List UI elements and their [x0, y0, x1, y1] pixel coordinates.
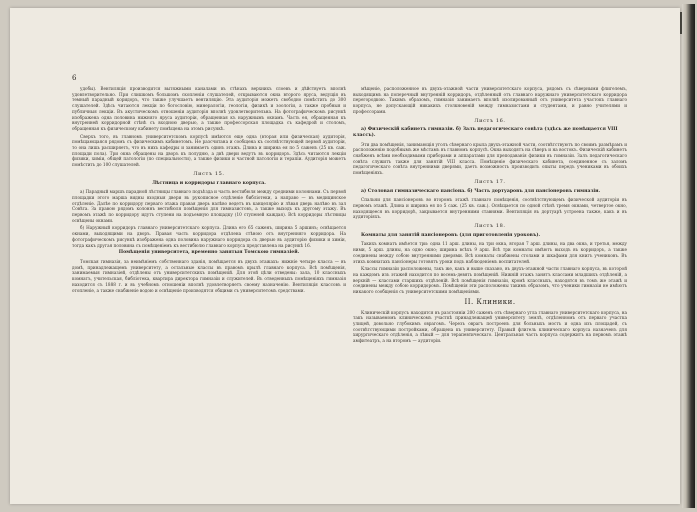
paragraph: Классы гимназіи расположены, такъ же, какъ и выше сказано, въ двухъ-этажной части главнаго корпуса, въ которой на каждомъ изъ этажей находится по восемь-девять помѣщеній. Нижній этажъ занятъ классами младшихъ отдѣленій, а верхній — классами старшихъ отдѣленій. Всѣ помѣщенія гимназіи, кромѣ классныхъ, находятся въ томъ же этажѣ и соединены между собою корридоромъ. Помѣщенія эти расположены такимъ образомъ, что ученики гимназіи не имѣютъ никакого сообщенія съ университетскими помѣщеніями. — [353, 266, 627, 295]
section-subheading: Комнаты для занятій пансіонеровъ (для приготовленія уроковъ). — [361, 232, 541, 238]
page-number: 6 — [72, 74, 77, 82]
sheet-heading: Листъ 15. — [193, 170, 225, 177]
paragraph: удобы). Вентиляція производится вытяжными каналами въ стѣнахъ верхнихъ слоевъ и дѣйствуетъ вполнѣ удовлетворительно. При слишкомъ большомъ скопленіи слушателей, открываются окна второго яруса, ведущія въ темный парадный коридоръ, что также улучшаетъ вентиляцію. Эта аудиторія можетъ свободно помѣстить до 300 слушателей. Здѣсь читаются лекціи по богословію, минералогіи, геологіи, физикѣ и зоологіи, а также пробныя и публичныя лекціи. Въ акустическомъ отношеніи аудиторія вполнѣ удовлетворительна. На фотографическомъ рисункѣ изображена одна половина нижняго яруса аудиторіи, обращенная къ наружнымъ окнамъ. Часть ея, обращенная къ внутренней корридорной стѣнѣ съ входною дверью, а также профессорская площадка съ кафедрой и столомъ, обращенная къ физическому кабинету помѣщена на этомъ рисункѣ. — [72, 86, 346, 131]
paragraph: Томская гимназія, за неимѣніемъ собственнаго зданія, помѣщается въ двухъ этажахъ: нижніе четыре класса — въ домѣ, принадлежащемъ университету, а остальные классы въ правомъ крылѣ главнаго корпуса. Всѣ помѣщенія, занимаемыя гимназіей, отдѣлены отъ университетскихъ помѣщеній. Для этой цѣли отведены: зала, 10 классныхъ комнатъ, учительская, библіотека, квартира директора гимназіи и служителей. Въ отведенныхъ помѣщеніяхъ гимназія находится съ 1888 г. и въ учебномъ отношеніи вполнѣ удовлетворяетъ своему назначенію. Вентиляція классовъ и отопленіе, а также снабженіе водою и освѣщеніе производятся общими съ университетомъ средствами. — [72, 258, 346, 293]
paragraph: мѣщеніе, расположенное въ двухъ-этажной части университетскаго корпуса, рядомъ съ сѣверными флигелемъ, выходящимъ на поперечный внутренній корридоръ, отдѣленный отъ главнаго наружнаго университетскаго корридора перегородкою. Такимъ образомъ, гимназія занимаетъ вполнѣ изолированный отъ университета участокъ главнаго корпуса, не допускающій никакихъ столкновеній между гимназистами и студентами, и равно учителями и профессорами. — [353, 86, 627, 114]
left-column — [72, 86, 346, 295]
section-subheading: Помѣщенія университета, временно занятыя Томскою гимназіей. — [118, 250, 300, 256]
book-page — [10, 8, 680, 504]
paragraph: Клиническій корпусъ находится въ разстояніи 200 саженъ отъ сѣвернаго угла главнаго университетскаго корпуса, на такъ называемомъ клиническомъ участкѣ принадлежащей университету землѣ, отдѣленномъ отъ перваго участка улицей, довольно глубокимъ оврагомъ. Черезъ оврагъ построенъ для больныхъ мостъ и одна изъ площадей, съ соотвѣтствующими постройками, обращена къ университету. Правый флигель клиническаго корпуса назначенъ для хирургическаго отдѣленія, а лѣвый — для терапевтическаго. Центральная часть корпуса содержитъ на первомъ этажѣ амфитеатръ, а на второмъ — аудиторіи. — [353, 309, 627, 344]
paragraph: Такихъ комнатъ имѣется три: одна 11 арш. длины, на три окна, вторая 7 арш. длины, на два окна, и третья, между ними, 5 арш. длины, на одно окно; ширина всѣхъ 9 арш. Всѣ три комнаты имѣютъ выходъ въ корридоръ, а также соединены между собою внутренними дверями. Всѣ комнаты снабжены столами и шкафами для книгъ учениковъ. Въ этихъ комнатахъ пансіонеры готовятъ уроки подъ наблюденіемъ воспитателей. — [353, 241, 627, 264]
section-subheading: а) Столовая гимназическаго пансіона. б) Часть дортуаровъ для пансіонеровъ гимназіи. — [361, 188, 601, 194]
paragraph: Спальни для пансіонеровъ во второмъ этажѣ главнаго помѣщенія, соотвѣтствующемъ физической аудиторіи въ первомъ этажѣ. Длина и ширина ея по 5 саж. (25 кв. саж.). Освѣщается по одной стѣнѣ тремя окнами, четвертое окно, находящееся въ корридорѣ, закрывается внутренними ставнями. Вентиляція въ дортуарѣ устроена также, какъ и въ аудиторіяхъ. — [353, 197, 627, 220]
right-column — [353, 86, 627, 346]
chapter-heading: II. Клиники. — [464, 297, 516, 306]
book-spine — [682, 4, 695, 508]
sheet-heading: Листъ 18. — [474, 223, 506, 230]
sheet-heading: Листъ 16. — [474, 117, 506, 124]
paragraph: а) Парадный маршъ парадной лѣстницы главнаго подъѣзда и часть вестибюля между средними колоннами. Съ первой площадки этого марша видны входныя двери въ рукописное отдѣленіе библіотеки, а направо — въ медицинское отдѣленіе. Далѣе по корридору перваго этажа правая дверь налѣво ведетъ въ канцелярію и лѣвая дверь налѣво въ зал Совѣта. За правою рядомъ колоннъ вестибюля помѣщенія для гимназистовъ, а также выходъ къ другому этажу. Въ первомъ этажѣ по корридору идутъ ступени на подъемную площадку (10 ступеней каждая). Всѣ корридоры лѣстницы освѣщены окнами. — [72, 189, 346, 223]
sheet-heading: Листъ 17. — [474, 178, 506, 185]
paragraph: Эти два помѣщенія, занимающія уголъ сѣвернаго крыла двухъ-этажной части, соотвѣтствуютъ по своимъ размѣрамъ и расположенію подобнымъ же мѣстамъ въ главномъ корпусѣ. Окна выходятъ на сѣверъ и на востокъ. Физическій кабинетъ снабженъ всѣми необходимыми приборами и аппаратами для преподаванія физики въ гимназіи. Залъ педагогическаго совѣта служитъ также для занятій VIII класса. Помѣщеніе физическаго кабинета, соединенное съ заломъ педагогическаго совѣта внутренними дверями, даетъ возможность производить опыты передъ учениками въ обоихъ помѣщеніяхъ. — [353, 141, 627, 176]
section-subheading: Лѣстница и корридоры главнаго корпуса. — [152, 180, 266, 186]
section-subheading: а) Физическій кабинетъ гимназіи. б) Залъ педагогическаго совѣта (здѣсь же помѣщается VIII классъ). — [353, 127, 618, 138]
paragraph: Сверхъ того, въ главномъ университетскомъ корпусѣ имѣются еще одна (вторая или физическая) аудиторія, помѣщающаяся рядомъ съ физическимъ кабинетомъ. Не разсчитана и сообщена къ соотвѣтствующей первой аудиторіи, то она лишь расширяетъ, что въ нихъ кафедры и занимаетъ одинъ этажъ. Длина и ширина ея по 5 саженъ (25 кв. саж. площади пола). Три окна обращены на дворъ къ полудню, а двѣ двери ведутъ въ корридоръ. Здѣсь читаются лекціи физики, химіи, общей патологіи (по специальности), а также физики и частной патологіи и терапіи. Аудиторія можетъ помѣстить до 100 слушателей. — [72, 133, 346, 168]
paragraph: б) Наружный корридоръ главнаго университетскаго корпуса. Длина его 65 саженъ, ширина 5 аршинъ; освѣщается окнами, выходящими на дворъ. Правая часть корридора отдѣлена стѣною отъ внутренняго корридора. На фотографическомъ рисункѣ изображена одна половина наружнаго корридора съ дверью въ аудиторію физики и химіи, тогда какъ другая половина съ помѣщеніемъ къ вестибюлю главнаго корпуса представлена на рисункѣ 16. — [72, 225, 346, 248]
